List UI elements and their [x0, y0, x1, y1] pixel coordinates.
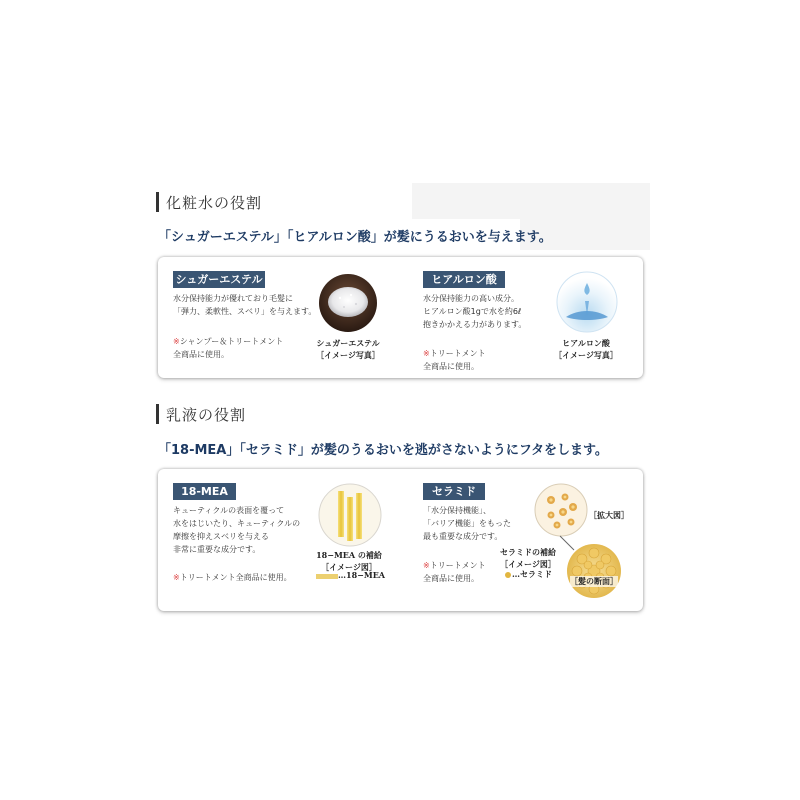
ceramide-enlarged-label: ［拡大図］ [589, 510, 629, 520]
sugar-ester-description: 水分保持能力が優れており毛髪に 「弾力、柔軟性、スベリ」を与えます。 [173, 294, 317, 316]
sugar-ester-note-text: シャンプー＆トリートメント 全商品に使用。 [173, 337, 284, 359]
ceramide-note [423, 546, 486, 585]
hyaluronic-acid-badge: ヒアルロン酸 [423, 271, 505, 288]
sugar-ester-caption: シュガーエステル ［イメージ写真］ [316, 338, 380, 360]
ceramide-legend-swatch [505, 572, 511, 578]
18-mea-note [173, 558, 292, 584]
18-mea-legend-swatch [316, 574, 338, 579]
18-mea-caption: 18−MEA の補給 ［イメージ図］ [316, 550, 382, 572]
hair-cross-section-illustration [566, 543, 622, 599]
18-mea-note-text: トリートメント全商品に使用。 [179, 573, 292, 582]
section-title-emulsion: 乳液の役割 [166, 406, 247, 424]
note-mark: ※ [423, 349, 430, 358]
sugar-crystal-photo [318, 273, 378, 333]
ceramide-enlarged-illustration [534, 483, 588, 537]
ceramide-note-text: トリートメント 全商品に使用。 [423, 561, 486, 583]
sugar-ester-note [173, 322, 283, 361]
emulsion-ingredients-panel [158, 469, 643, 611]
18-mea-legend: …18−MEA [338, 570, 385, 580]
18-mea-badge: 18-MEA [173, 483, 236, 500]
hyaluronic-acid-caption: ヒアルロン酸 ［イメージ写真］ [554, 338, 618, 360]
background-patch [412, 183, 650, 219]
ceramide-description: 「水分保持機能」、 「バリア機能」をもった 最も重要な成分です。 [423, 506, 511, 541]
18-mea-illustration [318, 483, 382, 547]
water-drop-photo [556, 271, 618, 333]
note-mark: ※ [423, 561, 430, 570]
section-subtitle-emulsion: 「18-MEA」「セラミド」が髪のうるおいを逃がさないようにフタをします。 [158, 443, 608, 458]
toner-ingredients-panel [158, 257, 643, 378]
ceramide-badge: セラミド [423, 483, 485, 500]
hair-cross-section-label: ［髪の断面］ [570, 576, 618, 586]
section-title-toner: 化粧水の役割 [166, 194, 263, 212]
note-mark: ※ [173, 573, 180, 582]
section-marker [156, 404, 159, 424]
section-marker [156, 192, 159, 212]
ceramide-legend: …セラミド [512, 569, 552, 579]
18-mea-description: キューティクルの表面を覆って 水をはじいたり、キューティクルの 摩擦を抑えスベリを与える 非常に重要な成分です。 [173, 506, 301, 554]
note-mark: ※ [173, 337, 180, 346]
section-subtitle-toner: 「シュガーエステル」「ヒアルロン酸」が髪にうるおいを与えます。 [158, 230, 552, 245]
hyaluronic-acid-description: 水分保持能力の高い成分。 ヒアルロン酸1gで水を約6ℓ 抱きかかえる力があります。 [423, 294, 527, 329]
hyaluronic-acid-note [423, 334, 486, 373]
hyaluronic-acid-note-text: トリートメント 全商品に使用。 [423, 349, 486, 371]
sugar-ester-badge: シュガーエステル [173, 271, 265, 288]
ceramide-caption: セラミドの補給 ［イメージ図］ [500, 547, 556, 569]
